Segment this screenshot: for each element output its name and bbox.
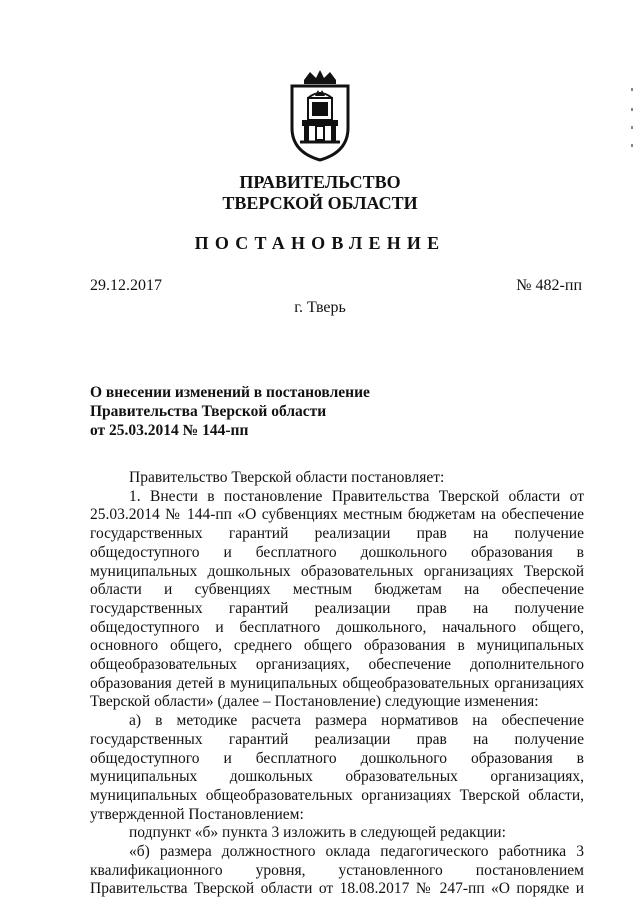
paragraph-quote-b: «б) размера должностного оклада педагогического работника 3 квалификационного уровня, установленного постановлением Правительства Тверской области от 18.08.2017 № 247-пп «О порядке и (90, 843, 584, 898)
document-number: № 482-пп (516, 277, 582, 294)
government-line-2: ТВЕРСКОЙ ОБЛАСТИ (222, 193, 418, 213)
document-city: г. Тверь (294, 299, 346, 316)
subject-line-3: от 25.03.2014 № 144-пп (90, 422, 249, 439)
paragraph-subitem-b: подпункт «б» пункта 3 изложить в следующей редакции: (129, 824, 506, 842)
government-name (0, 172, 640, 214)
document-type: ПОСТАНОВЛЕНИЕ (194, 233, 446, 253)
paragraph-item-1: 1. Внести в постановление Правительства Тверской области от 25.03.2014 № 144-пп «О субвенциях местным бюджетам на обеспечение государственных гарантий реализации прав на получение общедоступного и бесплатного дошкольного образования в муниципальных дошкольных образовательных организациях Тверской области и субвенциях местным бюджетам на обеспечение государственных гарантий реализации прав на получение общедоступного и бесплатного дошкольного, начального общего, основного общего, среднего общего образования в муниципальных общеобразовательных организациях, обеспечение дополнительного образования детей в муниципальных общеобразовательных организациях Тверской области» (далее – Постановление) следующие изменения: (90, 487, 584, 711)
scan-edge-marks (631, 88, 634, 168)
document-body (90, 469, 584, 899)
paragraph-item-a: а) в методике расчета размера нормативов на обеспечение государственных гарантий реализации прав на получение общедоступного и бесплатного дошкольного образования в муниципальных дошкольных образовательных организациях, муниципальных общеобразовательных организациях Тверской области, утвержденной Постановлением: (90, 712, 584, 823)
subject-line-2: Правительства Тверской области (90, 403, 327, 420)
paragraph-intro: Правительство Тверской области постановляет: (129, 469, 445, 486)
document-date: 29.12.2017 (90, 277, 162, 294)
tver-coat-of-arms-icon (274, 68, 366, 164)
document-subject (90, 383, 410, 440)
subject-line-1: О внесении изменений в постановление (90, 384, 370, 401)
government-line-1: ПРАВИТЕЛЬСТВО (239, 172, 401, 192)
